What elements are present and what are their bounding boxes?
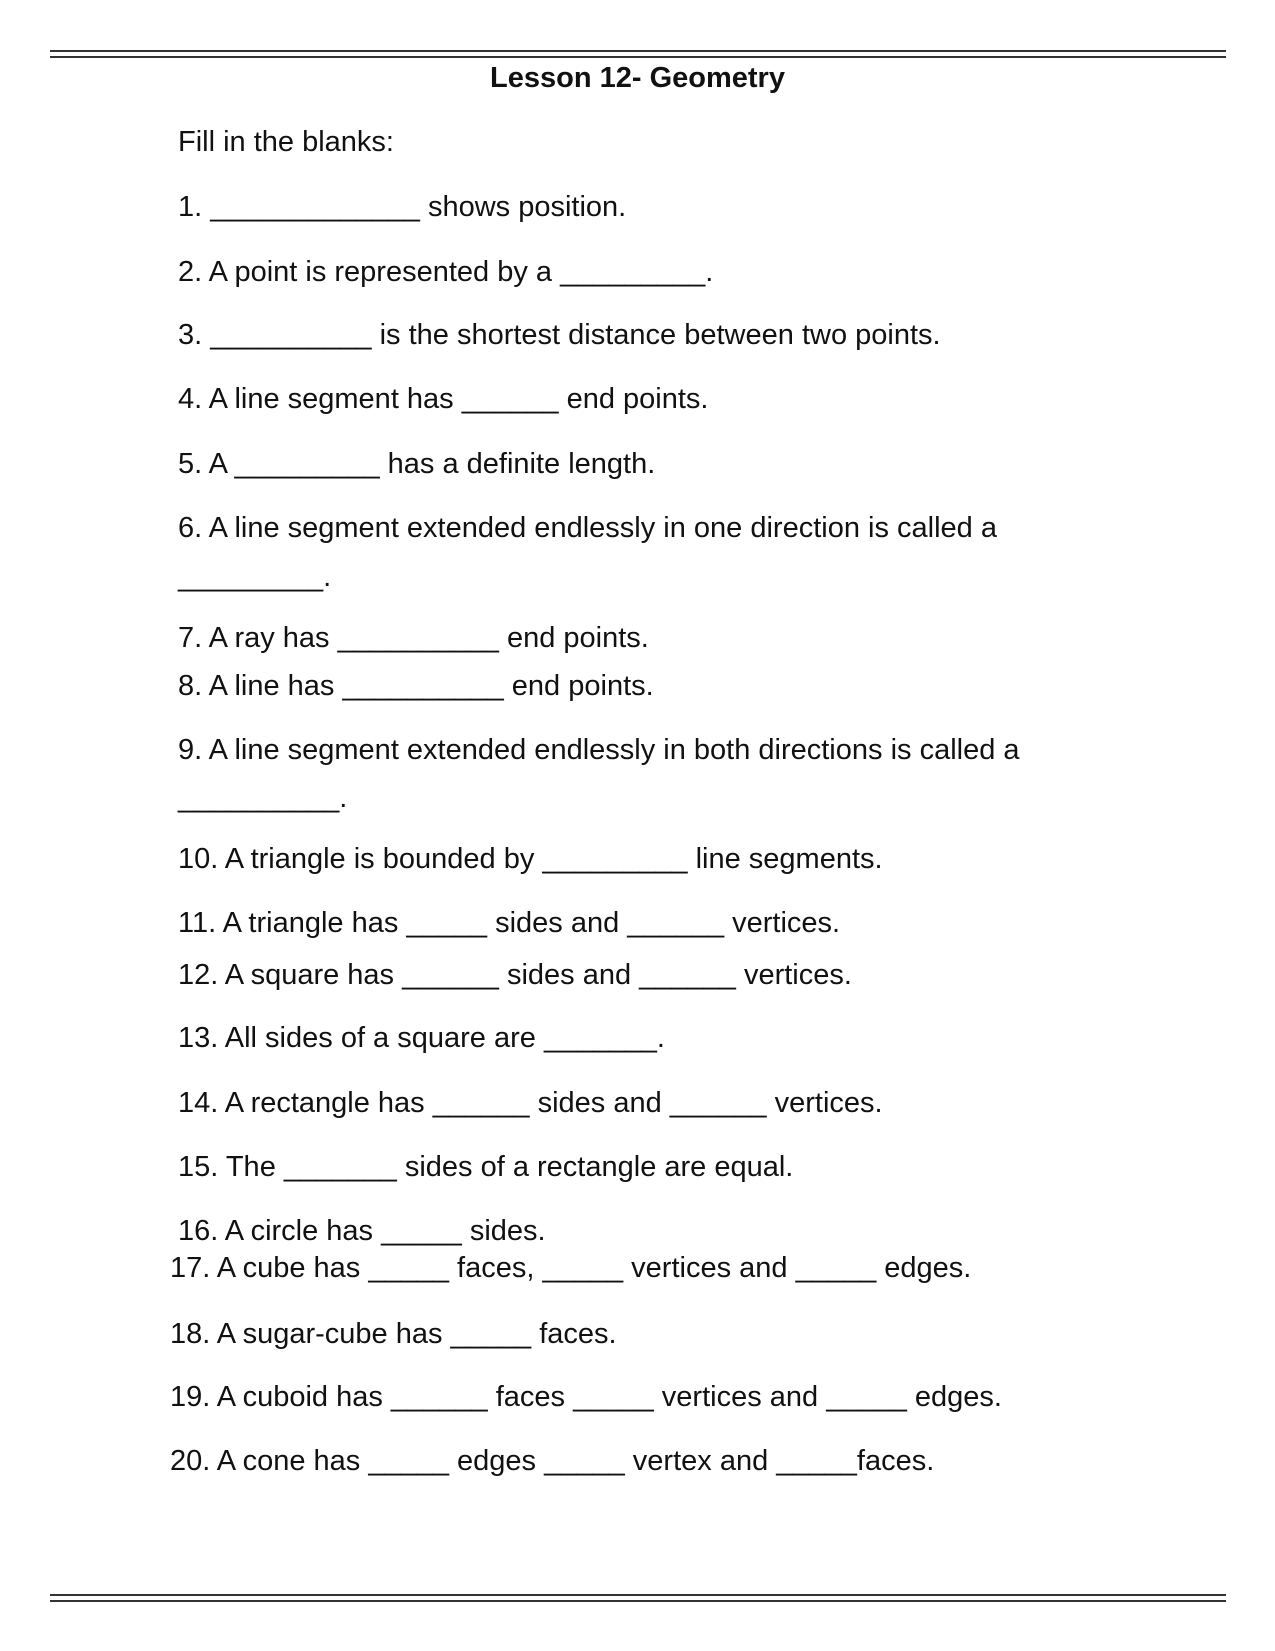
question-7: 7. A ray has __________ end points. [178,622,649,654]
question-18: 18. A sugar-cube has _____ faces. [170,1318,617,1350]
page-title: Lesson 12- Geometry [490,62,785,94]
question-6: 6. A line segment extended endlessly in one direction is called a [178,512,997,544]
top-border-rule [50,50,1226,58]
question-10: 10. A triangle is bounded by _________ line segments. [178,843,883,875]
instruction-text: Fill in the blanks: [178,126,394,158]
question-14: 14. A rectangle has ______ sides and ______ vertices. [178,1087,883,1119]
question-5: 5. A _________ has a definite length. [178,448,656,480]
question-20: 20. A cone has _____ edges _____ vertex and _____faces. [170,1445,935,1477]
question-8: 8. A line has __________ end points. [178,670,654,702]
question-16: 16. A circle has _____ sides. [178,1215,546,1247]
question-1: 1. _____________ shows position. [178,191,627,223]
question-2: 2. A point is represented by a _________. [178,256,714,288]
question-12: 12. A square has ______ sides and ______ vertices. [178,959,852,991]
question-3: 3. __________ is the shortest distance between two points. [178,319,941,351]
question-19: 19. A cuboid has ______ faces _____ vertices and _____ edges. [170,1381,1002,1413]
question-13: 13. All sides of a square are _______. [178,1022,665,1054]
question-6-blank: _________. [178,561,332,593]
question-9-blank: __________. [178,782,348,814]
bottom-border-rule [50,1594,1226,1602]
question-4: 4. A line segment has ______ end points. [178,383,709,415]
question-9: 9. A line segment extended endlessly in both directions is called a [178,734,1020,766]
question-17: 17. A cube has _____ faces, _____ vertices and _____ edges. [170,1252,972,1284]
question-15: 15. The _______ sides of a rectangle are equal. [178,1151,794,1183]
question-11: 11. A triangle has _____ sides and ______ vertices. [178,907,841,939]
